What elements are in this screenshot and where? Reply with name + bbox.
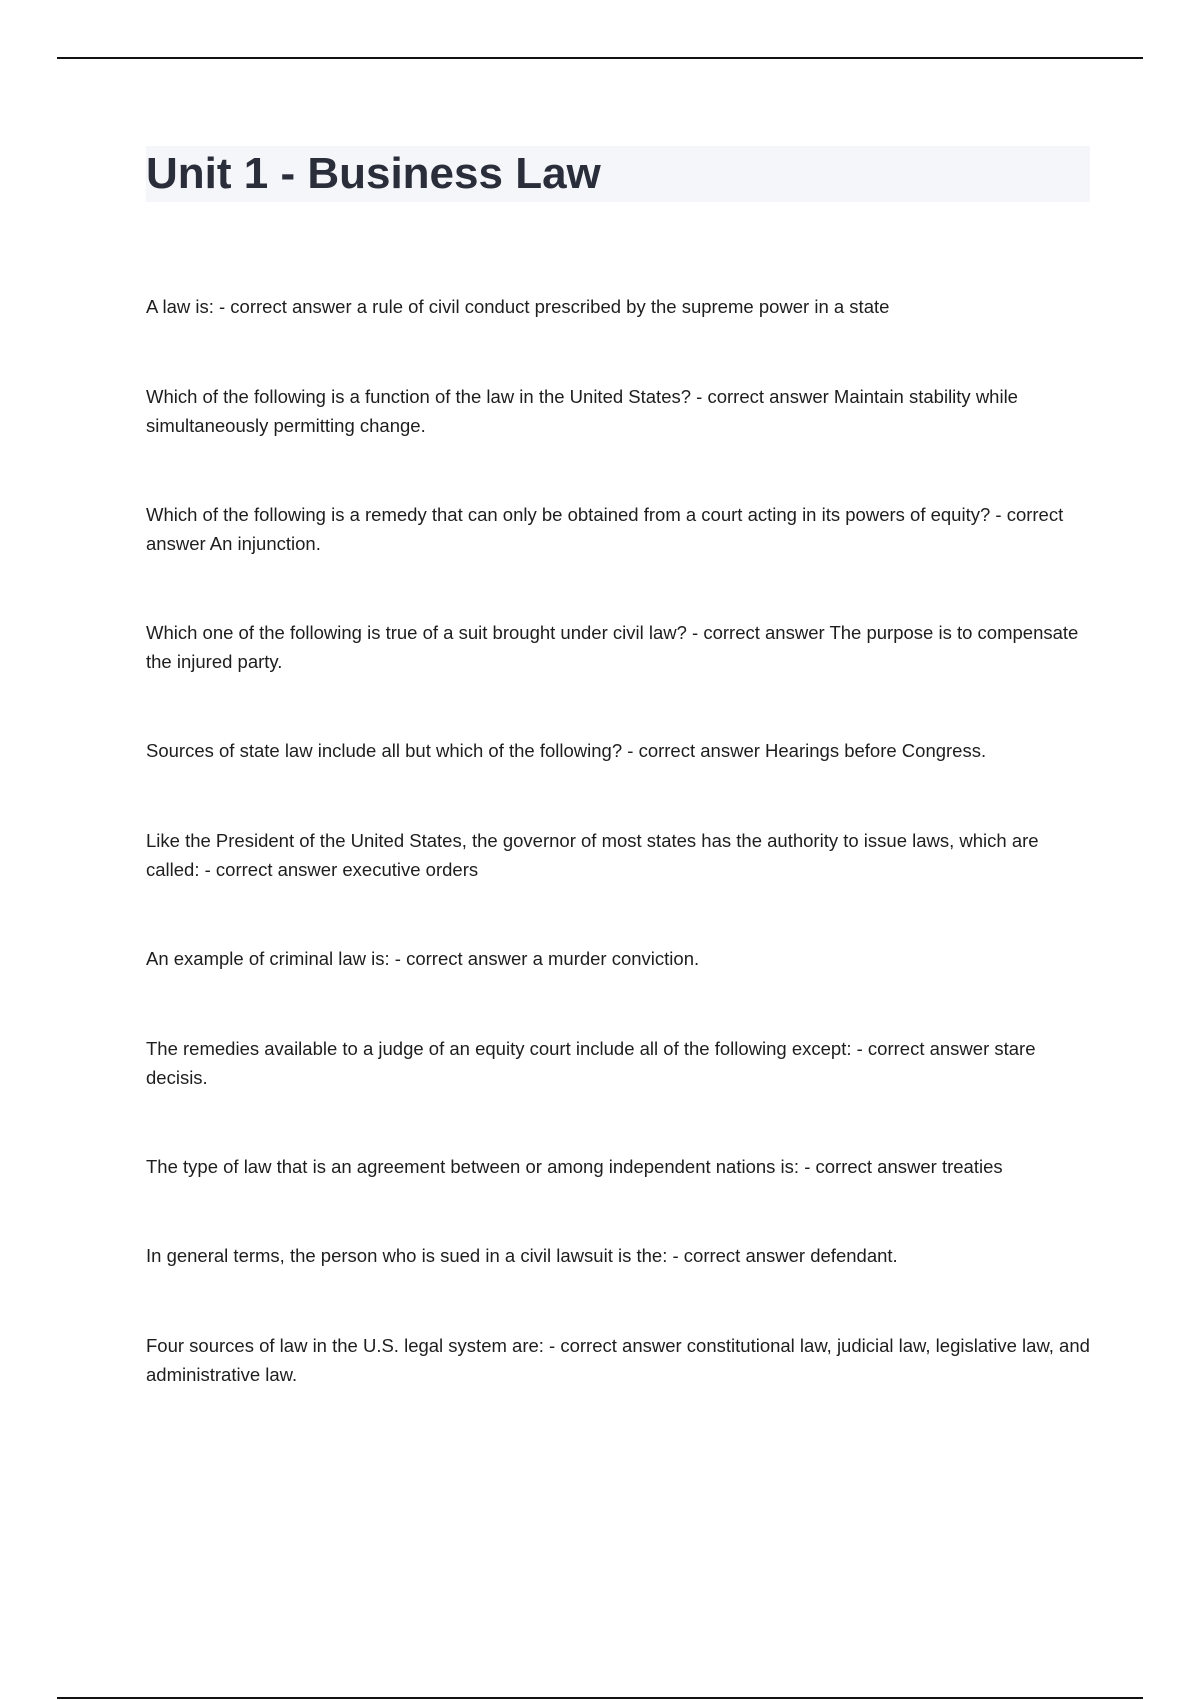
qa-list: [146, 292, 1090, 1449]
qa-item: The remedies available to a judge of an equity court include all of the following except: - correct answer stare decisis.: [146, 1038, 1036, 1088]
qa-item: Sources of state law include all but which of the following? - correct answer Hearings before Congress.: [146, 740, 987, 761]
qa-item: Four sources of law in the U.S. legal system are: - correct answer constitutional law, judicial law, legislative law, and administrative law.: [146, 1335, 1090, 1385]
document-title: Unit 1 - Business Law: [146, 149, 601, 198]
qa-item: Like the President of the United States, the governor of most states has the authority to issue laws, which are called: - correct answer executive orders: [146, 830, 1039, 880]
qa-item: Which of the following is a remedy that can only be obtained from a court acting in its powers of equity? - correct answer An injunction.: [146, 504, 1064, 554]
qa-item: An example of criminal law is: - correct answer a murder conviction.: [146, 948, 700, 969]
footer-rule: [57, 1697, 1143, 1699]
header-rule: [57, 57, 1143, 59]
qa-item: A law is: - correct answer a rule of civil conduct prescribed by the supreme power in a state: [146, 296, 890, 317]
qa-item: Which one of the following is true of a suit brought under civil law? - correct answer The purpose is to compensate the injured party.: [146, 622, 1079, 672]
qa-item: Which of the following is a function of the law in the United States? - correct answer Maintain stability while simultaneously permitting change.: [146, 386, 1018, 436]
qa-item: In general terms, the person who is sued in a civil lawsuit is the: - correct answer defendant.: [146, 1245, 898, 1266]
qa-item: The type of law that is an agreement between or among independent nations is: - correct answer treaties: [146, 1156, 1003, 1177]
